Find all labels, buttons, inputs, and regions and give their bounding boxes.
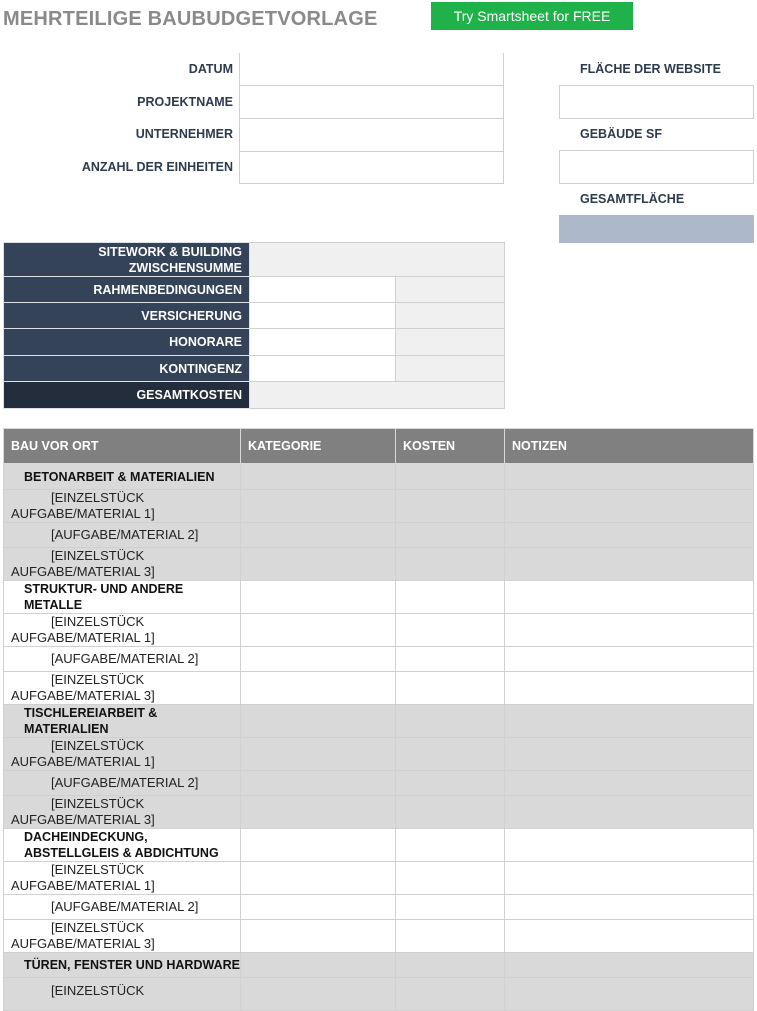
cost-cell[interactable] [396,523,505,548]
cost-cell[interactable] [396,464,505,490]
contingency-label: KONTINGENZ [4,356,250,382]
general-conditions-value [396,277,505,303]
cost-cell[interactable] [396,829,505,862]
cost-cell[interactable] [396,614,505,647]
line-item[interactable]: [EINZELSTÜCK AUFGABE/MATERIAL 1] [4,614,241,647]
notes-cell[interactable] [505,796,754,829]
site-area-field[interactable] [559,85,754,119]
line-item[interactable]: [EINZELSTÜCK AUFGABE/MATERIAL 3] [4,672,241,705]
line-item[interactable]: [EINZELSTÜCK AUFGABE/MATERIAL 3] [4,548,241,581]
fees-label: HONORARE [4,329,250,356]
fees-rate[interactable] [250,329,396,356]
category-cell[interactable] [241,548,396,581]
column-header-cost: KOSTEN [396,429,505,464]
category-cell[interactable] [241,953,396,978]
line-item[interactable]: [AUFGABE/MATERIAL 2] [4,523,241,548]
cost-cell[interactable] [396,548,505,581]
cost-cell[interactable] [396,953,505,978]
category-cell[interactable] [241,581,396,614]
category-cell[interactable] [241,705,396,738]
budget-table [3,428,754,1011]
unit-count-field[interactable] [239,151,504,184]
cost-cell[interactable] [396,647,505,672]
category-cell[interactable] [241,862,396,895]
total-area-value [559,215,754,243]
notes-cell[interactable] [505,614,754,647]
section-title: TISCHLEREIARBEIT & MATERIALIEN [4,705,241,738]
line-item[interactable]: [AUFGABE/MATERIAL 2] [4,771,241,796]
notes-cell[interactable] [505,829,754,862]
line-item[interactable]: [EINZELSTÜCK AUFGABE/MATERIAL 3] [4,796,241,829]
section-title: DACHEINDECKUNG, ABSTELLGLEIS & ABDICHTUNG [4,829,241,862]
notes-cell[interactable] [505,705,754,738]
cost-cell[interactable] [396,738,505,771]
fees-value [396,329,505,356]
cost-cell[interactable] [396,672,505,705]
page-title: MEHRTEILIGE BAUBUDGETVORLAGE [3,8,378,30]
category-cell[interactable] [241,464,396,490]
cost-cell[interactable] [396,490,505,523]
general-conditions-rate[interactable] [250,277,396,303]
category-cell[interactable] [241,920,396,953]
line-item[interactable]: [AUFGABE/MATERIAL 2] [4,895,241,920]
category-cell[interactable] [241,829,396,862]
category-cell[interactable] [241,895,396,920]
notes-cell[interactable] [505,738,754,771]
notes-cell[interactable] [505,920,754,953]
category-cell[interactable] [241,647,396,672]
insurance-value [396,303,505,329]
cost-cell[interactable] [396,705,505,738]
cost-cell[interactable] [396,978,505,1011]
notes-cell[interactable] [505,978,754,1011]
building-sf-field[interactable] [559,150,754,184]
column-header-site-work: BAU VOR ORT [4,429,241,464]
contingency-rate[interactable] [250,356,396,382]
line-item[interactable]: [EINZELSTÜCK AUFGABE/MATERIAL 3] [4,920,241,953]
notes-cell[interactable] [505,490,754,523]
date-label: DATUM [188,62,233,76]
notes-cell[interactable] [505,862,754,895]
notes-cell[interactable] [505,771,754,796]
section-title: BETONARBEIT & MATERIALIEN [4,464,241,490]
subtotal-label: SITEWORK & BUILDING ZWISCHENSUMME [4,243,250,277]
building-sf-label: GEBÄUDE SF [580,127,662,141]
section-title: STRUKTUR- UND ANDERE METALLE [4,581,241,614]
cost-cell[interactable] [396,771,505,796]
general-conditions-label: RAHMENBEDINGUNGEN [4,277,250,303]
notes-cell[interactable] [505,895,754,920]
line-item[interactable]: [EINZELSTÜCK AUFGABE/MATERIAL 1] [4,738,241,771]
cost-cell[interactable] [396,796,505,829]
cost-cell[interactable] [396,920,505,953]
category-cell[interactable] [241,523,396,548]
category-cell[interactable] [241,771,396,796]
line-item[interactable]: [AUFGABE/MATERIAL 2] [4,647,241,672]
contractor-field[interactable] [239,118,504,152]
site-area-label: FLÄCHE DER WEBSITE [580,62,721,76]
total-cost-label: GESAMTKOSTEN [4,382,250,409]
cost-cell[interactable] [396,581,505,614]
date-field[interactable] [239,53,504,86]
notes-cell[interactable] [505,523,754,548]
insurance-rate[interactable] [250,303,396,329]
try-smartsheet-button[interactable]: Try Smartsheet for FREE [431,2,633,30]
notes-cell[interactable] [505,672,754,705]
line-item[interactable]: [EINZELSTÜCK [4,978,241,1011]
line-item[interactable]: [EINZELSTÜCK AUFGABE/MATERIAL 1] [4,862,241,895]
cost-cell[interactable] [396,862,505,895]
unit-count-label: ANZAHL DER EINHEITEN [81,160,233,174]
total-cost-value [250,382,505,409]
column-header-notes: NOTIZEN [505,429,754,464]
notes-cell[interactable] [505,647,754,672]
project-name-label: PROJEKTNAME [137,95,233,109]
category-cell[interactable] [241,614,396,647]
notes-cell[interactable] [505,548,754,581]
category-cell[interactable] [241,796,396,829]
section-title: TÜREN, FENSTER UND HARDWARE [4,953,241,978]
column-header-category: KATEGORIE [241,429,396,464]
cost-cell[interactable] [396,895,505,920]
cost-summary-table [3,242,505,409]
line-item[interactable]: [EINZELSTÜCK AUFGABE/MATERIAL 1] [4,490,241,523]
category-cell[interactable] [241,672,396,705]
contingency-value [396,356,505,382]
insurance-label: VERSICHERUNG [4,303,250,329]
subtotal-value [250,243,505,277]
category-cell[interactable] [241,978,396,1011]
notes-cell[interactable] [505,953,754,978]
category-cell[interactable] [241,738,396,771]
project-name-field[interactable] [239,85,504,119]
notes-cell[interactable] [505,464,754,490]
contractor-label: UNTERNEHMER [135,127,233,141]
category-cell[interactable] [241,490,396,523]
notes-cell[interactable] [505,581,754,614]
total-area-label: GESAMTFLÄCHE [580,192,685,206]
